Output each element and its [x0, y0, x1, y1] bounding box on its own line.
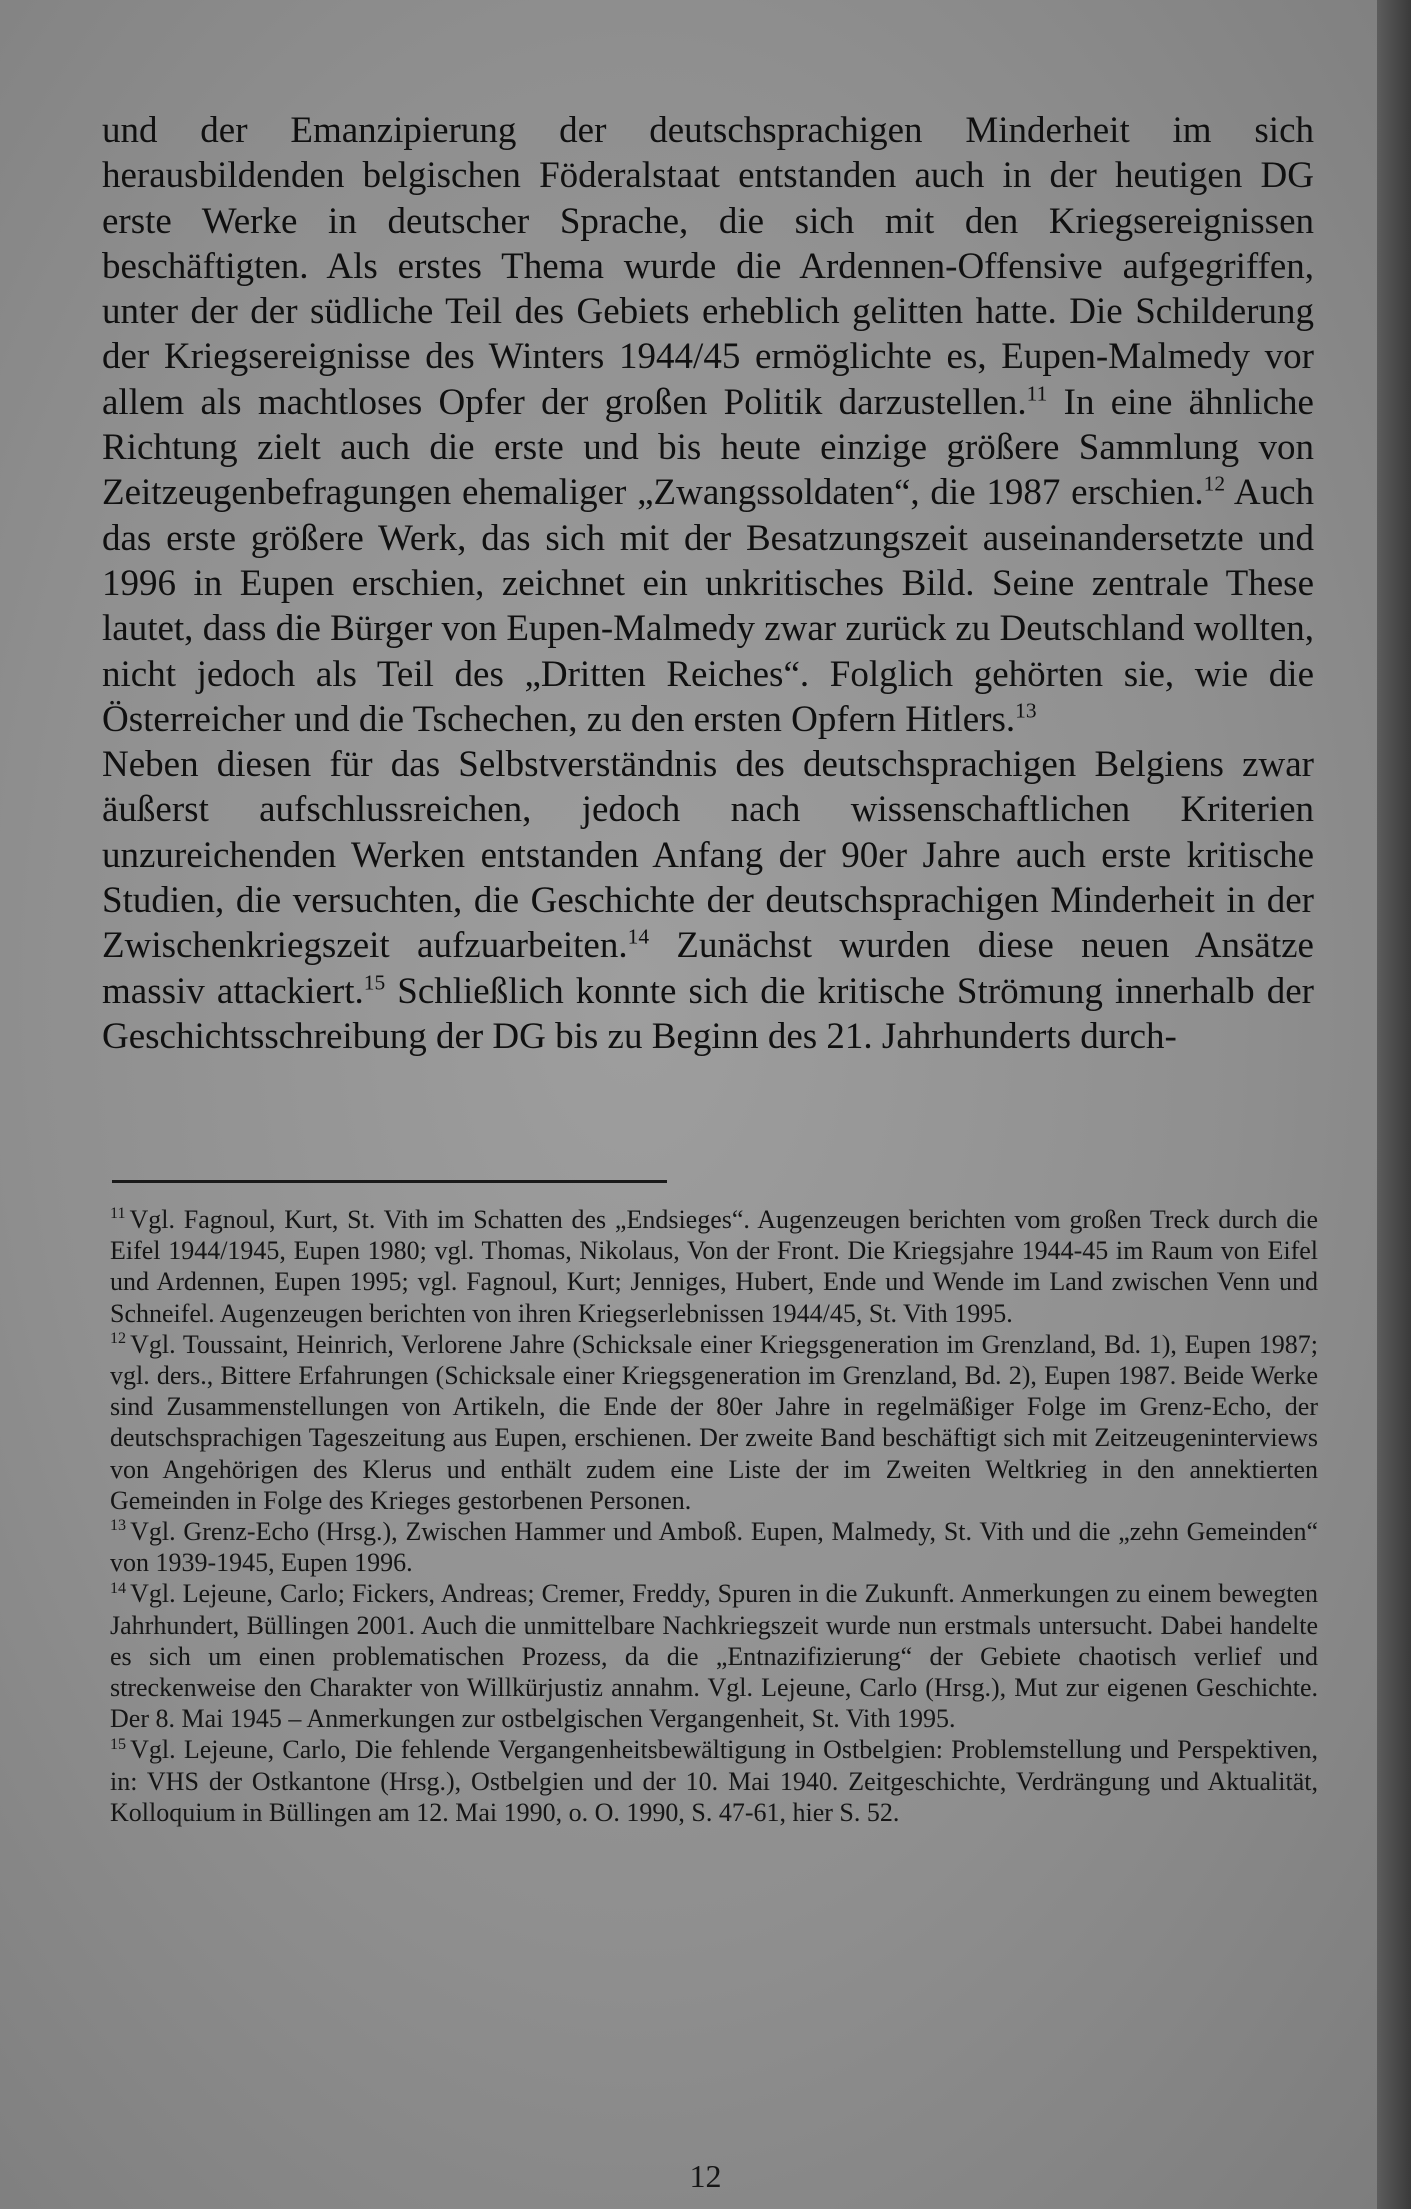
paragraph-text: In eine ähnliche Richtung zielt auch die erste und bis heute einzige größere Sammlung von Zeitzeugenbefragungen ehemaliger „Zwangssoldaten“, die 1987 erschien. [102, 381, 1314, 514]
footnote [110, 1578, 1318, 1734]
footnote-number: 14 [110, 1579, 127, 1597]
footnote-reference[interactable]: 15 [363, 970, 386, 995]
footnotes [110, 1204, 1318, 1828]
footnote-number: 11 [110, 1205, 126, 1223]
paragraph-text: Auch das erste größere Werk, das sich mit der Besatzungszeit auseinandersetzte und 1996 in Eupen erschien, zeichnet ein unkritisches Bild. Seine zentrale These lautet, dass die Bürger von Eupen-Malmedy zwar zurück zu Deutschland wollten, nicht jedoch als Teil des „Dritten Reiches“. Folglich gehörten sie, wie die Österreicher und die Tschechen, zu den ersten Opfern Hitlers. [102, 472, 1314, 740]
footnote [110, 1516, 1318, 1578]
footnote-reference[interactable]: 13 [1015, 698, 1037, 723]
page-number: 12 [689, 2158, 722, 2194]
paragraph-text: Zunächst wurden diese neuen Ansätze massiv attackiert. [102, 925, 1314, 1012]
main-text [102, 108, 1314, 1059]
page-edge-shadow [1377, 0, 1411, 2209]
footnote-reference[interactable]: 12 [1203, 472, 1226, 497]
footnote-number: 15 [110, 1735, 127, 1753]
paragraph-text: Neben diesen für das Selbstverständnis des deutschsprachigen Belgiens zwar äußerst aufschlussreichen, jedoch nach wissenschaftlichen Kriterien unzureichenden Werken entstanden Anfang der 90er Jahre auch erste kritische Studien, die versuchten, die Geschichte der deutschsprachigen Minderheit in der Zwischenkriegszeit aufzuarbeiten. [102, 744, 1314, 967]
footnote [110, 1734, 1318, 1828]
footnote-separator [112, 1180, 667, 1183]
footnote-reference[interactable]: 14 [627, 925, 650, 950]
footnote-text: Vgl. Fagnoul, Kurt, St. Vith im Schatten des „Endsieges“. Augenzeugen berichten vom großen Treck durch die Eifel 1944/1945, Eupen 1980; vgl. Thomas, Nikolaus, Von der Front. Die Kriegsjahre 1944-45 im Raum von Eifel und Ardennen, Eupen 1995; vgl. Fagnoul, Kurt; Jenniges, Hubert, Ende und Wende im Land zwischen Venn und Schneifel. Augenzeugen berichten von ihren Kriegserlebnissen 1944/45, St. Vith 1995. [110, 1205, 1318, 1328]
footnote [110, 1329, 1318, 1516]
paragraph-1 [102, 108, 1314, 742]
footnote-number: 13 [110, 1517, 127, 1535]
footnote-text: Vgl. Lejeune, Carlo; Fickers, Andreas; Cremer, Freddy, Spuren in die Zukunft. Anmerkungen zu einem bewegten Jahrhundert, Büllingen 2001. Auch die unmittelbare Nachkriegszeit wurde nun erstmals untersucht. Dabei handelte es sich um einen problematischen Prozess, da die „Entnazifizierung“ der Gebiete chaotisch verlief und streckenweise den Charakter von Willkürjustiz annahm. Vgl. Lejeune, Carlo (Hrsg.), Mut zur eigenen Geschichte. Der 8. Mai 1945 – Anmerkungen zur ostbelgischen Vergangenheit, St. Vith 1995. [110, 1579, 1318, 1734]
footnote-reference[interactable]: 11 [1026, 381, 1048, 406]
footnote [110, 1204, 1318, 1329]
paragraph-text: und der Emanzipierung der deutschsprachigen Minderheit im sich herausbildenden belgischen Föderalstaat entstanden auch in der heutigen DG erste Werke in deutscher Sprache, die sich mit den Kriegsereignissen beschäftigten. Als erstes Thema wurde die Ardennen-Offensive aufgegriffen, unter der der südliche Teil des Gebiets erheblich gelitten hatte. Die Schilderung der Kriegsereignisse des Winters 1944/45 ermöglichte es, Eupen-Malmedy vor allem als machtloses Opfer der großen Politik darzustellen. [102, 110, 1314, 423]
footnote-number: 12 [110, 1330, 127, 1348]
paragraph-text: Schließlich konnte sich die kritische Strömung innerhalb der Geschichtsschreibung der DG bis zu Beginn des 21. Jahrhunderts durch- [102, 970, 1314, 1057]
footnote-text: Vgl. Lejeune, Carlo, Die fehlende Vergangenheitsbewältigung in Ostbelgien: Problemstellung und Perspektiven, in: VHS der Ostkantone (Hrsg.), Ostbelgien und der 10. Mai 1940. Zeitgeschichte, Verdrängung und Aktualität, Kolloquium in Büllingen am 12. Mai 1990, o. O. 1990, S. 47-61, hier S. 52. [110, 1735, 1318, 1827]
footnote-text: Vgl. Toussaint, Heinrich, Verlorene Jahre (Schicksale einer Kriegsgeneration im Grenzland, Bd. 1), Eupen 1987; vgl. ders., Bittere Erfahrungen (Schicksale einer Kriegsgeneration im Grenzland, Bd. 2), Eupen 1987. Beide Werke sind Zusammenstellungen von Artikeln, die Ende der 80er Jahre in regelmäßiger Folge im Grenz-Echo, der deutschsprachigen Tageszeitung aus Eupen, erschienen. Der zweite Band beschäftigt sich mit Zeitzeugeninterviews von Angehörigen des Klerus und enthält zudem eine Liste der im Zweiten Weltkrieg in den annektierten Gemeinden in Folge des Krieges gestorbenen Personen. [110, 1329, 1318, 1515]
paragraph-2 [102, 742, 1314, 1059]
footnote-text: Vgl. Grenz-Echo (Hrsg.), Zwischen Hammer und Amboß. Eupen, Malmedy, St. Vith und die „zehn Gemeinden“ von 1939-1945, Eupen 1996. [110, 1517, 1318, 1578]
